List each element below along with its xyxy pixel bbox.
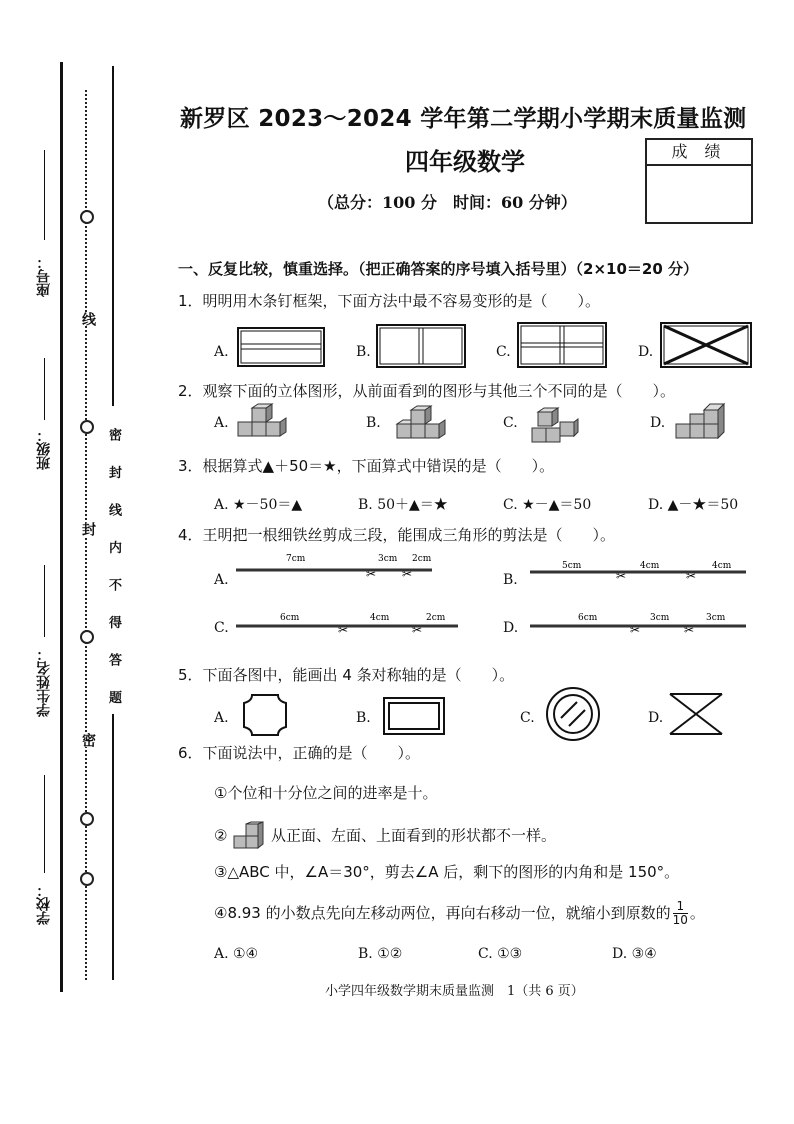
score-box xyxy=(645,138,753,224)
binding-solid-line xyxy=(60,62,63,992)
q4-wire-d xyxy=(530,606,750,636)
question-5: 5．下面各图中，能画出 4 条对称轴的是（ ）。 xyxy=(178,666,515,684)
q5-option-c-label: C. xyxy=(520,710,535,726)
q2-option-d-label: D. xyxy=(650,415,666,431)
seal-circle xyxy=(80,210,94,224)
q3-option-a: A. ★－50＝▲ xyxy=(214,497,303,513)
question-4: 4．王明把一根细铁丝剪成三段，能围成三角形的剪法是（ ）。 xyxy=(178,526,616,544)
q4-wire-b-label-3: 4cm xyxy=(712,561,732,571)
question-2: 2．观察下面的立体图形，从前面看到的图形与其他三个不同的是（ ）。 xyxy=(178,382,676,400)
q5-option-a-label: A. xyxy=(214,710,229,726)
page-footer: 小学四年级数学期末质量监测 1（共 6 页） xyxy=(325,984,584,999)
q3-option-c: C. ★－▲＝50 xyxy=(503,497,592,513)
binding-solid-line-right-lower xyxy=(112,680,114,980)
exam-title: 新罗区 2023～2024 学年第二学期小学期末质量监测 xyxy=(180,106,747,132)
q1-frame-a xyxy=(237,327,325,367)
q5-shape-c-circle xyxy=(545,686,601,742)
q4-option-a-label: A. xyxy=(214,572,229,588)
seal-char-feng: 封 xyxy=(80,522,96,536)
q6-option-c: C. ①③ xyxy=(478,946,523,962)
q4-option-d-label: D. xyxy=(503,620,519,636)
q4-wire-b-label-1: 5cm xyxy=(562,561,582,571)
seal-char-xian: 线 xyxy=(80,312,96,326)
scissors-icon: ✂ xyxy=(616,569,627,583)
scissors-icon: ✂ xyxy=(684,623,695,637)
q6-statement-2-prefix: ② xyxy=(214,826,228,845)
q6-statement-1: ①个位和十分位之间的进率是十。 xyxy=(214,784,438,802)
q4-wire-c-label-1: 6cm xyxy=(280,613,300,623)
name-field xyxy=(30,565,60,775)
q4-option-b-label: B. xyxy=(503,572,518,588)
q4-wire-a-label-3: 2cm xyxy=(412,554,432,564)
q4-wire-c-label-2: 4cm xyxy=(370,613,390,623)
q4-wire-a-label-2: 3cm xyxy=(378,554,398,564)
school-field xyxy=(30,775,60,935)
binding-solid-line-right xyxy=(112,66,114,406)
score-label: 成 绩 xyxy=(647,140,751,166)
q1-frame-b xyxy=(376,324,466,368)
class-label: 班级： xyxy=(36,428,52,470)
scissors-icon: ✂ xyxy=(338,623,349,637)
class-field xyxy=(30,358,60,498)
question-1: 1．明明用木条钉框架，下面方法中最不容易变形的是（ ）。 xyxy=(178,292,601,310)
q1-frame-d xyxy=(660,322,752,368)
q5-shape-d-hourglass xyxy=(668,692,724,736)
fraction-numerator: 1 xyxy=(673,900,688,914)
name-label: 学生姓名： xyxy=(36,647,52,717)
q1-frame-c xyxy=(517,322,607,368)
q6-statement-4-end: 。 xyxy=(689,904,705,922)
question-6: 6．下面说法中，正确的是（ ）。 xyxy=(178,744,421,762)
q1-option-d-label: D. xyxy=(638,344,654,360)
scissors-icon: ✂ xyxy=(686,569,697,583)
q1-option-a-label: A. xyxy=(214,344,229,360)
fraction xyxy=(673,900,688,927)
q4-wire-a-label-1: 7cm xyxy=(286,554,306,564)
exam-subtitle: 四年级数学 xyxy=(405,148,525,176)
q4-wire-c xyxy=(236,606,462,636)
seal-char-mi: 密 xyxy=(80,733,96,747)
q5-option-d-label: D. xyxy=(648,710,664,726)
seal-circle xyxy=(80,872,94,886)
q2-solid-b xyxy=(395,404,447,442)
q4-wire-d-label-2: 3cm xyxy=(650,613,670,623)
q5-shape-b-rectangle xyxy=(383,697,445,735)
q6-statement-4 xyxy=(214,900,705,927)
q3-option-d: D. ▲－★＝50 xyxy=(648,497,739,513)
seal-circle xyxy=(80,420,94,434)
q6-option-b: B. ①② xyxy=(358,946,403,962)
section-heading: 一、反复比较，慎重选择。（把正确答案的序号填入括号里）（2×10＝20 分） xyxy=(178,260,698,278)
q4-wire-b xyxy=(530,560,750,584)
scissors-icon: ✂ xyxy=(412,623,423,637)
q6-statement-2 xyxy=(214,822,556,850)
q4-wire-c-label-3: 2cm xyxy=(426,613,446,623)
q1-option-c-label: C. xyxy=(496,344,511,360)
fraction-denominator: 10 xyxy=(672,913,688,927)
q4-wire-d-label-3: 3cm xyxy=(706,613,726,623)
scissors-icon: ✂ xyxy=(402,567,413,581)
scissors-icon: ✂ xyxy=(366,567,377,581)
q2-solid-a xyxy=(236,404,288,442)
exam-meta: （总分：100 分 时间：60 分钟） xyxy=(318,193,577,212)
cube-stack-icon xyxy=(232,822,266,850)
q2-option-c-label: C. xyxy=(503,415,518,431)
scissors-icon: ✂ xyxy=(630,623,641,637)
school-label: 学校： xyxy=(36,883,52,925)
q6-statement-4-text: ④8.93 的小数点先向左移动两位，再向右移动一位，就缩小到原数的 xyxy=(214,904,671,922)
school-underline xyxy=(44,775,45,873)
q6-option-a: A. ①④ xyxy=(214,946,259,962)
q6-statement-2-text: 从正面、左面、上面看到的形状都不一样。 xyxy=(271,826,557,845)
seat-field xyxy=(30,150,60,350)
q6-option-d: D. ③④ xyxy=(612,946,657,962)
q6-statement-3: ③△ABC 中，∠A＝30°，剪去∠A 后，剩下的图形的内角和是 150°。 xyxy=(214,863,680,881)
q2-solid-d xyxy=(674,400,732,444)
q4-wire-d-label-1: 6cm xyxy=(578,613,598,623)
question-3: 3．根据算式▲＋50＝★，下面算式中错误的是（ ）。 xyxy=(178,457,555,475)
q5-shape-a-octagon xyxy=(242,693,288,737)
q2-solid-c xyxy=(528,404,580,446)
name-underline xyxy=(44,565,45,637)
binding-warning: 密 封 线 内 不 得 答 题 xyxy=(106,428,121,714)
seal-circle xyxy=(80,812,94,826)
class-underline xyxy=(44,358,45,420)
q2-option-b-label: B. xyxy=(366,415,381,431)
q2-option-a-label: A. xyxy=(214,415,229,431)
q4-wire-a xyxy=(236,552,436,582)
seal-circle xyxy=(80,630,94,644)
q3-option-b: B. 50＋▲＝★ xyxy=(358,497,448,513)
q4-wire-b-label-2: 4cm xyxy=(640,561,660,571)
seat-underline xyxy=(44,150,45,240)
seat-label: 座号： xyxy=(36,255,52,297)
q4-option-c-label: C. xyxy=(214,620,229,636)
q5-option-b-label: B. xyxy=(356,710,371,726)
q1-option-b-label: B. xyxy=(356,344,371,360)
